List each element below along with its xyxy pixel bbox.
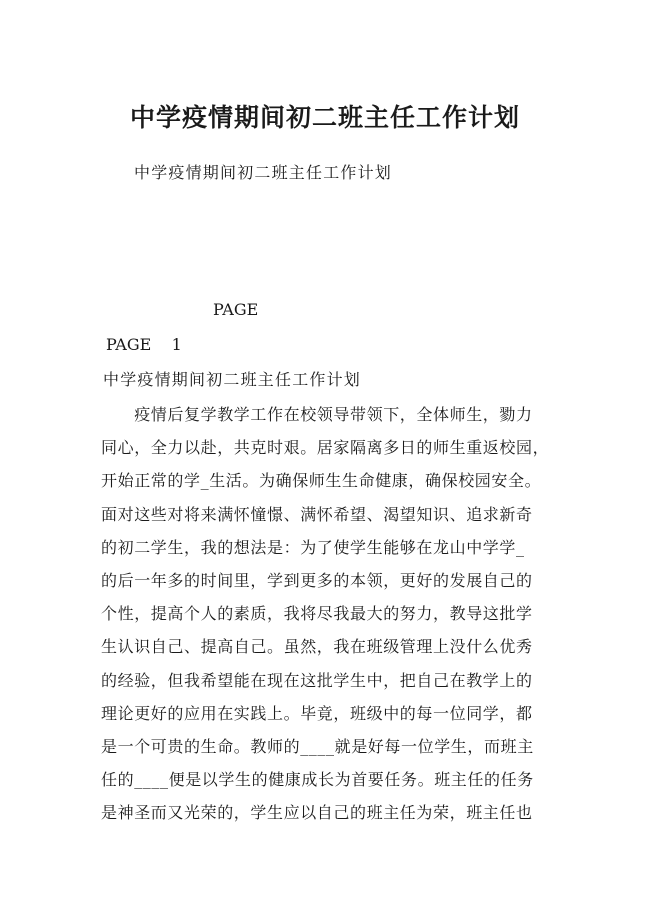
body-line: 的后一年多的时间里，学到更多的本领，更好的发展自己的	[101, 570, 533, 590]
body-line: 面对这些对将来满怀憧憬、满怀希望、渴望知识、追求新奇	[101, 504, 533, 524]
page-field-top: PAGE	[213, 300, 259, 319]
body-line: 疫情后复学教学工作在校领导带领下，全体师生，勠力	[101, 405, 533, 424]
body-line: 的经验，但我希望能在现在这批学生中，把自己在教学上的	[101, 670, 533, 690]
body-line: 同心，全力以赴，共克时艰。居家隔离多日的师生重返校园，	[101, 438, 550, 458]
body-line: 任的____便是以学生的健康成长为首要任务。班主任的任务	[101, 770, 534, 790]
section-heading: 中学疫情期间初二班主任工作计划	[103, 370, 362, 389]
body-line: 理论更好的应用在实践上。毕竟，班级中的每一位同学，都	[101, 703, 533, 723]
body-paragraph	[101, 398, 571, 829]
body-line: 个性，提高个人的素质，我将尽我最大的努力，教导这批学	[101, 604, 533, 624]
body-line: 是神圣而又光荣的，学生应以自己的班主任为荣，班主任也	[101, 803, 533, 823]
body-line: 开始正常的学_生活。为确保师生生命健康，确保校园安全。	[101, 471, 542, 491]
page-field-bottom: PAGE 1	[106, 335, 182, 354]
document-subtitle: 中学疫情期间初二班主任工作计划	[134, 163, 393, 182]
body-line: 是一个可贵的生命。教师的____就是好每一位学生，而班主	[101, 736, 534, 756]
body-line: 的初二学生，我的想法是：为了使学生能够在龙山中学学_	[101, 537, 525, 557]
document-title: 中学疫情期间初二班主任工作计划	[129, 103, 520, 132]
body-line: 生认识自己、提高自己。虽然，我在班级管理上没什么优秀	[101, 637, 533, 657]
